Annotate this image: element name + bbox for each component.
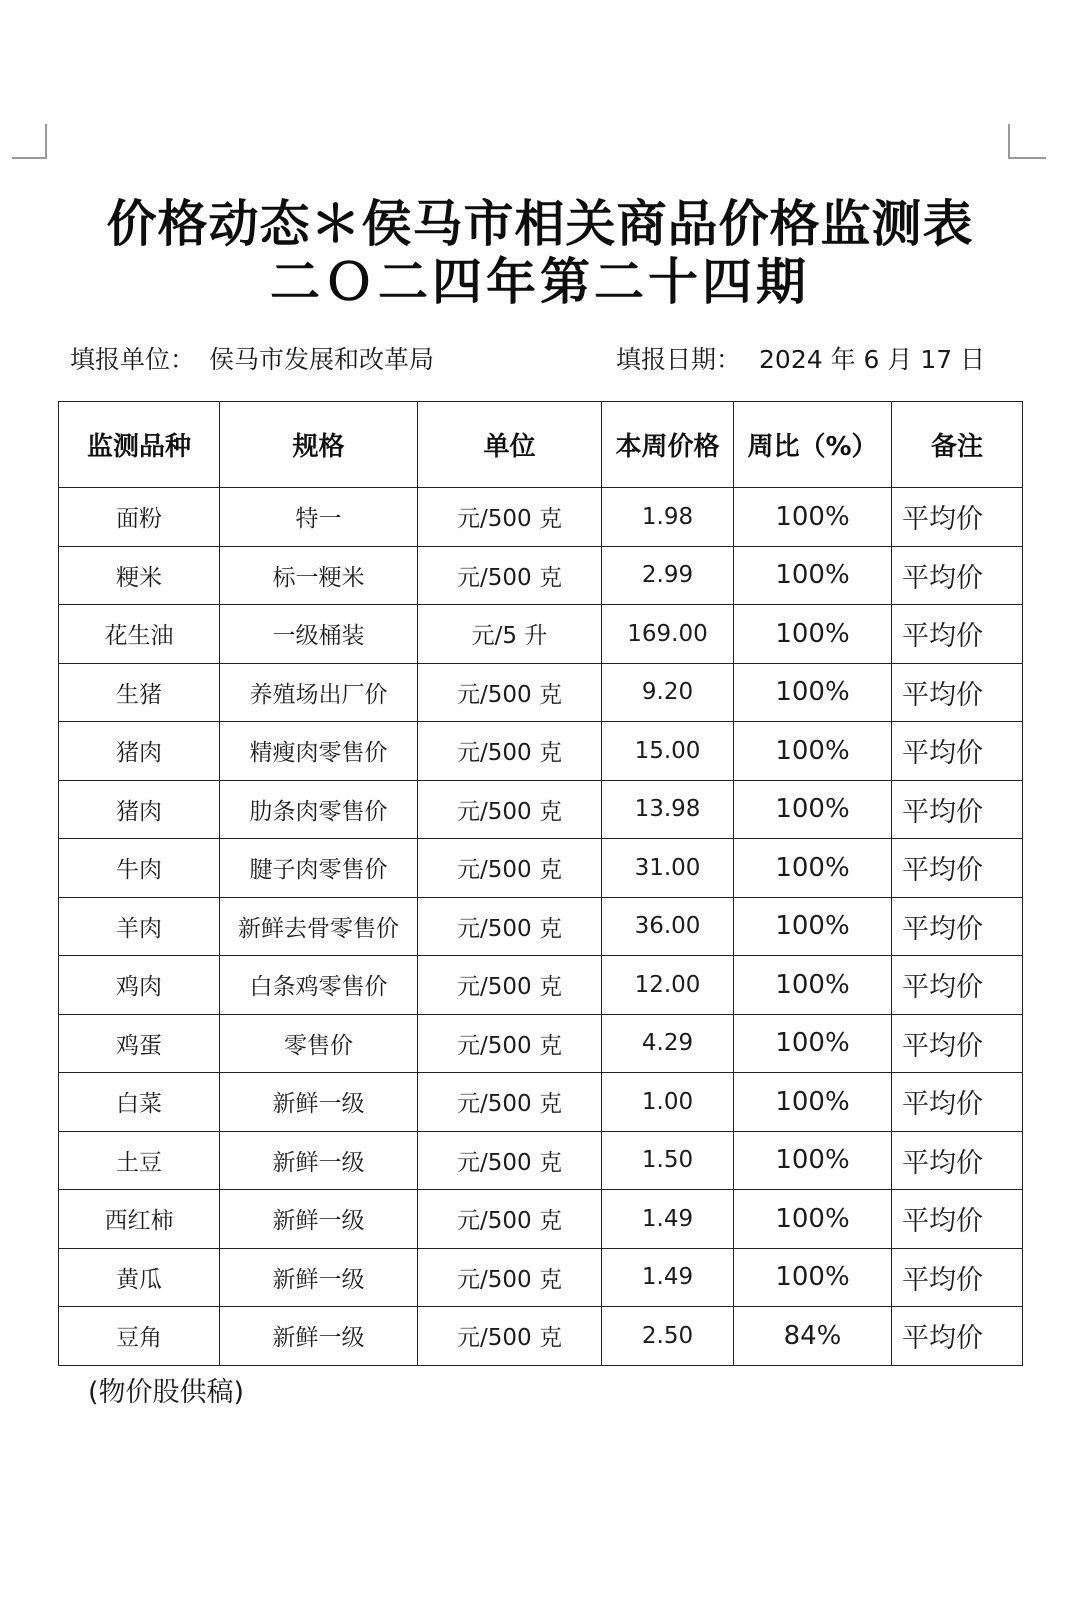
header-item: 监测品种: [59, 402, 220, 488]
cell-unit: 元/5 升: [418, 605, 602, 664]
table-row: [59, 546, 1023, 605]
table-row: [59, 1190, 1023, 1249]
cell-ratio: 100%: [734, 663, 892, 722]
cell-item: 豆角: [59, 1307, 220, 1366]
crop-mark-top-left: [12, 124, 47, 159]
reporting-unit: [70, 342, 434, 378]
table-row: [59, 1248, 1023, 1307]
cell-note: 平均价: [892, 722, 1023, 781]
cell-ratio: 100%: [734, 488, 892, 547]
header-spec: 规格: [220, 402, 418, 488]
cell-price: 1.00: [602, 1073, 734, 1132]
table-row: [59, 1307, 1023, 1366]
cell-ratio: 100%: [734, 1190, 892, 1249]
cell-price: 9.20: [602, 663, 734, 722]
cell-unit: 元/500 克: [418, 722, 602, 781]
cell-note: 平均价: [892, 780, 1023, 839]
cell-item: 猪肉: [59, 722, 220, 781]
cell-note: 平均价: [892, 1073, 1023, 1132]
header-price: 本周价格: [602, 402, 734, 488]
cell-price: 4.29: [602, 1014, 734, 1073]
cell-item: 牛肉: [59, 839, 220, 898]
cell-item: 生猪: [59, 663, 220, 722]
cell-item: 花生油: [59, 605, 220, 664]
cell-unit: 元/500 克: [418, 1248, 602, 1307]
cell-unit: 元/500 克: [418, 897, 602, 956]
cell-spec: 新鲜一级: [220, 1073, 418, 1132]
document-title: 价格动态＊侯马市相关商品价格监测表: [106, 195, 974, 253]
cell-unit: 元/500 克: [418, 488, 602, 547]
cell-unit: 元/500 克: [418, 1073, 602, 1132]
cell-ratio: 100%: [734, 839, 892, 898]
table-row: [59, 1073, 1023, 1132]
cell-unit: 元/500 克: [418, 839, 602, 898]
cell-item: 猪肉: [59, 780, 220, 839]
cell-price: 1.49: [602, 1190, 734, 1249]
table-row: [59, 839, 1023, 898]
cell-ratio: 100%: [734, 605, 892, 664]
table-header-row: [59, 402, 1023, 488]
reporting-unit-value: 侯马市发展和改革局: [209, 345, 435, 374]
cell-item: 鸡蛋: [59, 1014, 220, 1073]
reporting-unit-label: 填报单位：: [70, 345, 196, 374]
table-row: [59, 956, 1023, 1015]
cell-spec: 新鲜一级: [220, 1248, 418, 1307]
cell-item: 鸡肉: [59, 956, 220, 1015]
table-row: [59, 488, 1023, 547]
cell-price: 1.49: [602, 1248, 734, 1307]
table-row: [59, 897, 1023, 956]
cell-ratio: 100%: [734, 722, 892, 781]
cell-price: 31.00: [602, 839, 734, 898]
document-subtitle-issue: 二Ｏ二四年第二十四期: [270, 253, 810, 311]
cell-spec: 新鲜一级: [220, 1190, 418, 1249]
cell-unit: 元/500 克: [418, 1190, 602, 1249]
cell-unit: 元/500 克: [418, 1131, 602, 1190]
cell-ratio: 100%: [734, 546, 892, 605]
cell-spec: 一级桶装: [220, 605, 418, 664]
cell-ratio: 100%: [734, 1014, 892, 1073]
cell-spec: 新鲜一级: [220, 1131, 418, 1190]
cell-unit: 元/500 克: [418, 956, 602, 1015]
header-ratio: 周比（%）: [734, 402, 892, 488]
table-row: [59, 605, 1023, 664]
table-row: [59, 1131, 1023, 1190]
cell-note: 平均价: [892, 663, 1023, 722]
cell-item: 土豆: [59, 1131, 220, 1190]
table-row: [59, 1014, 1023, 1073]
cell-unit: 元/500 克: [418, 546, 602, 605]
cell-unit: 元/500 克: [418, 780, 602, 839]
cell-spec: 零售价: [220, 1014, 418, 1073]
cell-price: 169.00: [602, 605, 734, 664]
cell-price: 12.00: [602, 956, 734, 1015]
cell-unit: 元/500 克: [418, 1307, 602, 1366]
reporting-date: [616, 342, 985, 378]
header-unit: 单位: [418, 402, 602, 488]
cell-price: 36.00: [602, 897, 734, 956]
cell-spec: 特一: [220, 488, 418, 547]
cell-item: 黄瓜: [59, 1248, 220, 1307]
table-body: [59, 488, 1023, 1366]
cell-ratio: 100%: [734, 1131, 892, 1190]
reporting-date-label: 填报日期：: [616, 345, 742, 374]
crop-mark-top-right: [1008, 124, 1046, 159]
cell-note: 平均价: [892, 1014, 1023, 1073]
cell-spec: 新鲜去骨零售价: [220, 897, 418, 956]
cell-spec: 新鲜一级: [220, 1307, 418, 1366]
cell-item: 白菜: [59, 1073, 220, 1132]
cell-note: 平均价: [892, 605, 1023, 664]
cell-note: 平均价: [892, 1307, 1023, 1366]
cell-note: 平均价: [892, 1190, 1023, 1249]
cell-note: 平均价: [892, 956, 1023, 1015]
table-row: [59, 663, 1023, 722]
cell-note: 平均价: [892, 1131, 1023, 1190]
cell-note: 平均价: [892, 1248, 1023, 1307]
cell-price: 1.50: [602, 1131, 734, 1190]
cell-ratio: 100%: [734, 1073, 892, 1132]
price-monitoring-table: [58, 401, 1023, 1366]
cell-spec: 白条鸡零售价: [220, 956, 418, 1015]
cell-note: 平均价: [892, 839, 1023, 898]
table-row: [59, 780, 1023, 839]
cell-item: 粳米: [59, 546, 220, 605]
cell-ratio: 84%: [734, 1307, 892, 1366]
cell-spec: 腱子肉零售价: [220, 839, 418, 898]
cell-ratio: 100%: [734, 956, 892, 1015]
cell-price: 2.50: [602, 1307, 734, 1366]
cell-price: 1.98: [602, 488, 734, 547]
cell-item: 西红柿: [59, 1190, 220, 1249]
cell-unit: 元/500 克: [418, 663, 602, 722]
cell-unit: 元/500 克: [418, 1014, 602, 1073]
cell-item: 面粉: [59, 488, 220, 547]
cell-spec: 标一粳米: [220, 546, 418, 605]
cell-price: 2.99: [602, 546, 734, 605]
cell-note: 平均价: [892, 488, 1023, 547]
cell-item: 羊肉: [59, 897, 220, 956]
cell-spec: 肋条肉零售价: [220, 780, 418, 839]
cell-ratio: 100%: [734, 780, 892, 839]
reporting-date-value: 2024 年 6 月 17 日: [759, 345, 986, 374]
cell-price: 15.00: [602, 722, 734, 781]
header-note: 备注: [892, 402, 1023, 488]
cell-note: 平均价: [892, 546, 1023, 605]
cell-note: 平均价: [892, 897, 1023, 956]
cell-price: 13.98: [602, 780, 734, 839]
cell-ratio: 100%: [734, 1248, 892, 1307]
cell-spec: 养殖场出厂价: [220, 663, 418, 722]
cell-spec: 精瘦肉零售价: [220, 722, 418, 781]
cell-ratio: 100%: [734, 897, 892, 956]
source-note: (物价股供稿): [88, 1377, 245, 1408]
table-row: [59, 722, 1023, 781]
